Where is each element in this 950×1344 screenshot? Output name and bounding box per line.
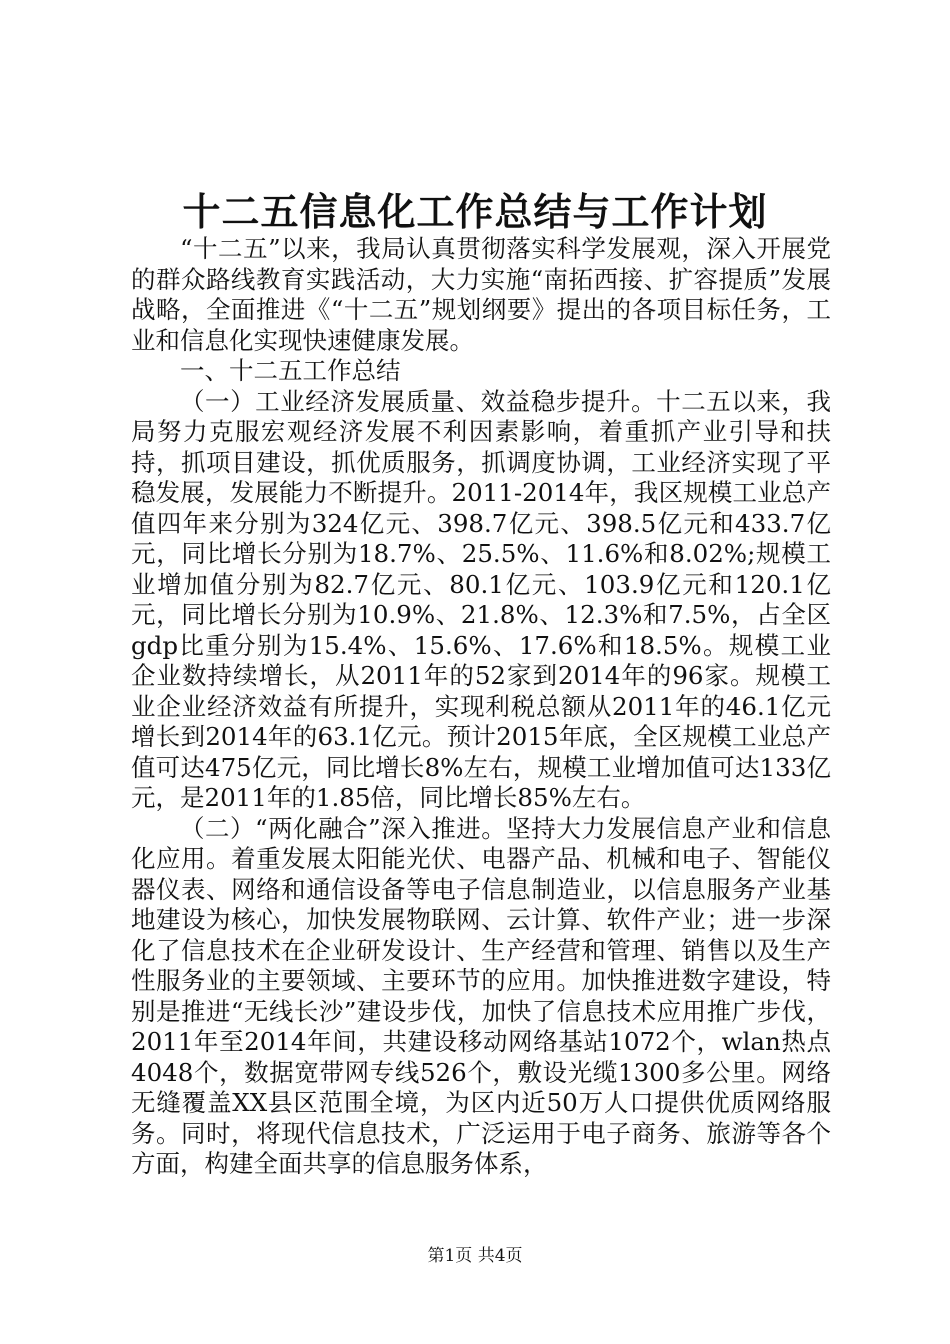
document-body	[131, 234, 831, 1180]
section-heading: 一、十二五工作总结	[180, 356, 401, 385]
intro-paragraph: “十二五”以来，我局认真贯彻落实科学发展观，深入开展党的群众路线教育实践活动，大力实施“南拓西接、扩容提质”发展战略，全面推进《“十二五”规划纲要》提出的各项目标任务，工业和信息化实现快速健康发展。	[131, 234, 831, 355]
paragraph-industrial-economy: （一）工业经济发展质量、效益稳步提升。十二五以来，我局努力克服宏观经济发展不利因素影响，着重抓产业引导和扶持，抓项目建设，抓优质服务，抓调度协调，工业经济实现了平稳发展，发展能力不断提升。2011-2014年，我区规模工业总产值四年来分别为324亿元、398.7亿元、398.5亿元和433.7亿元，同比增长分别为18.7%、25.5%、11.6%和8.02%;规模工业增加值分别为82.7亿元、80.1亿元、103.9亿元和120.1亿元，同比增长分别为10.9%、21.8%、12.3%和7.5%，占全区gdp比重分别为15.4%、15.6%、17.6%和18.5%。规模工业企业数持续增长，从2011年的52家到2014年的96家。规模工业企业经济效益有所提升，实现利税总额从2011年的46.1亿元增长到2014年的63.1亿元。预计2015年底，全区规模工业总产值可达475亿元，同比增长8%左右，规模工业增加值可达133亿元，是2011年的1.85倍，同比增长85%左右。	[131, 386, 831, 812]
paragraph-two-integration: （二）“两化融合”深入推进。坚持大力发展信息产业和信息化应用。着重发展太阳能光伏、电器产品、机械和电子、智能仪器仪表、网络和通信设备等电子信息制造业，以信息服务产业基地建设为核心，加快发展物联网、云计算、软件产业；进一步深化了信息技术在企业研发设计、生产经营和管理、销售以及生产性服务业的主要领域、主要环节的应用。加快推进数字建设，特别是推进“无线长沙”建设步伐，加快了信息技术应用推广步伐，2011年至2014年间，共建设移动网络基站1072个，wlan热点4048个，数据宽带网专线526个，敷设光缆1300多公里。网络无缝覆盖XX县区范围全境，为区内近50万人口提供优质网络服务。同时，将现代信息技术，广泛运用于电子商务、旅游等各个方面，构建全面共享的信息服务体系，	[131, 813, 831, 1178]
page-footer: 第1页 共4页	[427, 1246, 523, 1266]
document-title: 十二五信息化工作总结与工作计划	[182, 189, 768, 234]
